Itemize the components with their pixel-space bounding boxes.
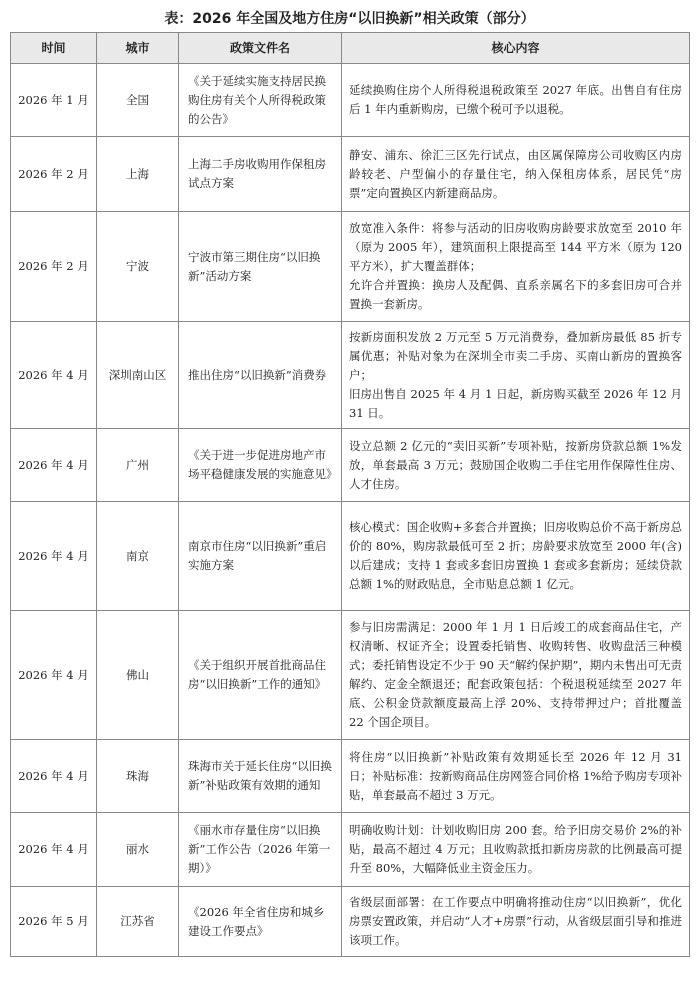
table-row	[11, 137, 690, 212]
core-paragraph: 按新房面积发放 2 万元至 5 万元消费券，叠加新房最低 85 折专属优惠；补贴对象为在深圳全市卖二手房、买南山新房的置换客户；	[349, 329, 682, 382]
table-row	[11, 611, 690, 740]
cell-doc: 南京市住房“以旧换新”重启实施方案	[179, 502, 342, 611]
cell-time: 2026 年 4 月	[11, 502, 97, 611]
cell-time: 2026 年 4 月	[11, 813, 97, 887]
cell-time: 2026 年 2 月	[11, 212, 97, 322]
cell-city: 宁波	[97, 212, 179, 322]
table-row	[11, 64, 690, 137]
cell-doc: 推出住房“以旧换新”消费券	[179, 322, 342, 429]
cell-core	[342, 813, 690, 887]
cell-doc: 《丽水市存量住房“以旧换新”工作公告（2026 年第一期）》	[179, 813, 342, 887]
table-body	[11, 64, 690, 957]
cell-core	[342, 429, 690, 502]
cell-time: 2026 年 5 月	[11, 887, 97, 957]
cell-doc: 珠海市关于延长住房“以旧换新”补贴政策有效期的通知	[179, 740, 342, 813]
header-time: 时间	[11, 33, 97, 64]
cell-time: 2026 年 4 月	[11, 740, 97, 813]
cell-doc: 《2026 年全省住房和城乡建设工作要点》	[179, 887, 342, 957]
cell-core	[342, 322, 690, 429]
cell-city: 深圳南山区	[97, 322, 179, 429]
table-row	[11, 813, 690, 887]
cell-time: 2026 年 4 月	[11, 611, 97, 740]
cell-city: 上海	[97, 137, 179, 212]
table-row	[11, 887, 690, 957]
cell-city: 珠海	[97, 740, 179, 813]
core-paragraph: 允许合并置换：换房人及配偶、直系亲属名下的多套旧房可合并置换一套新房。	[349, 278, 682, 311]
cell-doc: 宁波市第三期住房“以旧换新”活动方案	[179, 212, 342, 322]
core-paragraph: 设立总额 2 亿元的“卖旧买新”专项补贴，按新房贷款总额 1%发放，单套最高 3 万元；鼓励国企收购二手住宅用作保障性住房、人才住房。	[349, 438, 682, 491]
header-doc: 政策文件名	[179, 33, 342, 64]
core-paragraph: 核心模式：国企收购+多套合并置换；旧房收购总价不高于新房总价的 80%，购房款最低可至 2 折；房龄要求放宽至 2000 年(含)以后建成；支持 1 套或多套旧房置换 1 套或多套新房；延续贷款总额 1%的财政贴息，全市贴息总额 1 亿元。	[349, 520, 682, 591]
cell-core	[342, 137, 690, 212]
core-paragraph: 旧房出售自 2025 年 4 月 1 日起，新房购买截至 2026 年 12 月 31 日。	[349, 386, 682, 420]
core-paragraph: 延续换购住房个人所得税退税政策至 2027 年底。出售自有住房后 1 年内重新购房，已缴个税可予以退税。	[349, 83, 682, 116]
cell-core	[342, 887, 690, 957]
table-row	[11, 740, 690, 813]
cell-core	[342, 212, 690, 322]
header-core: 核心内容	[342, 33, 690, 64]
header-row	[11, 33, 690, 64]
cell-time: 2026 年 4 月	[11, 322, 97, 429]
cell-city: 南京	[97, 502, 179, 611]
cell-city: 佛山	[97, 611, 179, 740]
cell-time: 2026 年 1 月	[11, 64, 97, 137]
cell-core	[342, 502, 690, 611]
cell-doc: 《关于进一步促进房地产市场平稳健康发展的实施意见》	[179, 429, 342, 502]
table-row	[11, 212, 690, 322]
core-paragraph: 参与旧房需满足：2000 年 1 月 1 日后竣工的成套商品住宅，产权清晰、权证齐全；设置委托销售、收购转售、收购盘活三种模式；委托销售设定不少于 90 天“解约保护期”，期内未售出可无责解约、定金全额退还；配套政策包括：个税退税延续至 2027 年底、公积金贷款额度最高上浮 20%、支持带押过户；首批覆盖 22 个国企项目。	[349, 620, 682, 729]
cell-doc: 《关于延续实施支持居民换购住房有关个人所得税政策的公告》	[179, 64, 342, 137]
table-row	[11, 429, 690, 502]
core-paragraph: 将住房“以旧换新”补贴政策有效期延长至 2026 年 12 月 31 日；补贴标准：按新购商品住房网签合同价格 1%给予购房专项补贴，单套最高不超过 3 万元。	[349, 749, 682, 802]
cell-city: 丽水	[97, 813, 179, 887]
policy-table	[10, 32, 690, 957]
cell-time: 2026 年 4 月	[11, 429, 97, 502]
header-city: 城市	[97, 33, 179, 64]
cell-city: 全国	[97, 64, 179, 137]
core-paragraph: 省级层面部署：在工作要点中明确将推动住房“以旧换新”，优化房票安置政策，并启动“人才+房票”行动，从省级层面引导和推进该项工作。	[349, 895, 682, 947]
cell-city: 广州	[97, 429, 179, 502]
cell-core	[342, 740, 690, 813]
cell-doc: 《关于组织开展首批商品住房“以旧换新”工作的通知》	[179, 611, 342, 740]
table-title: 表：2026 年全国及地方住房“以旧换新”相关政策（部分）	[164, 11, 535, 27]
table-row	[11, 502, 690, 611]
table-row	[11, 322, 690, 429]
cell-core	[342, 64, 690, 137]
cell-core	[342, 611, 690, 740]
cell-doc: 上海二手房收购用作保租房试点方案	[179, 137, 342, 212]
core-paragraph: 明确收购计划：计划收购旧房 200 套。给予旧房交易价 2%的补贴，最高不超过 4 万元；且收购款抵扣新房房款的比例最高可提升至 80%，大幅降低业主资金压力。	[349, 823, 682, 875]
core-paragraph: 放宽准入条件：将参与活动的旧房收购房龄要求放宽至 2010 年（原为 2005 年），建筑面积上限提高至 144 平方米（原为 120 平方米），扩大覆盖群体；	[349, 221, 682, 273]
cell-city: 江苏省	[97, 887, 179, 957]
cell-time: 2026 年 2 月	[11, 137, 97, 212]
core-paragraph: 静安、浦东、徐汇三区先行试点，由区属保障房公司收购区内房龄较老、户型偏小的存量住宅，纳入保租房体系，居民凭“房票”定向置换区内新建商品房。	[349, 147, 682, 200]
